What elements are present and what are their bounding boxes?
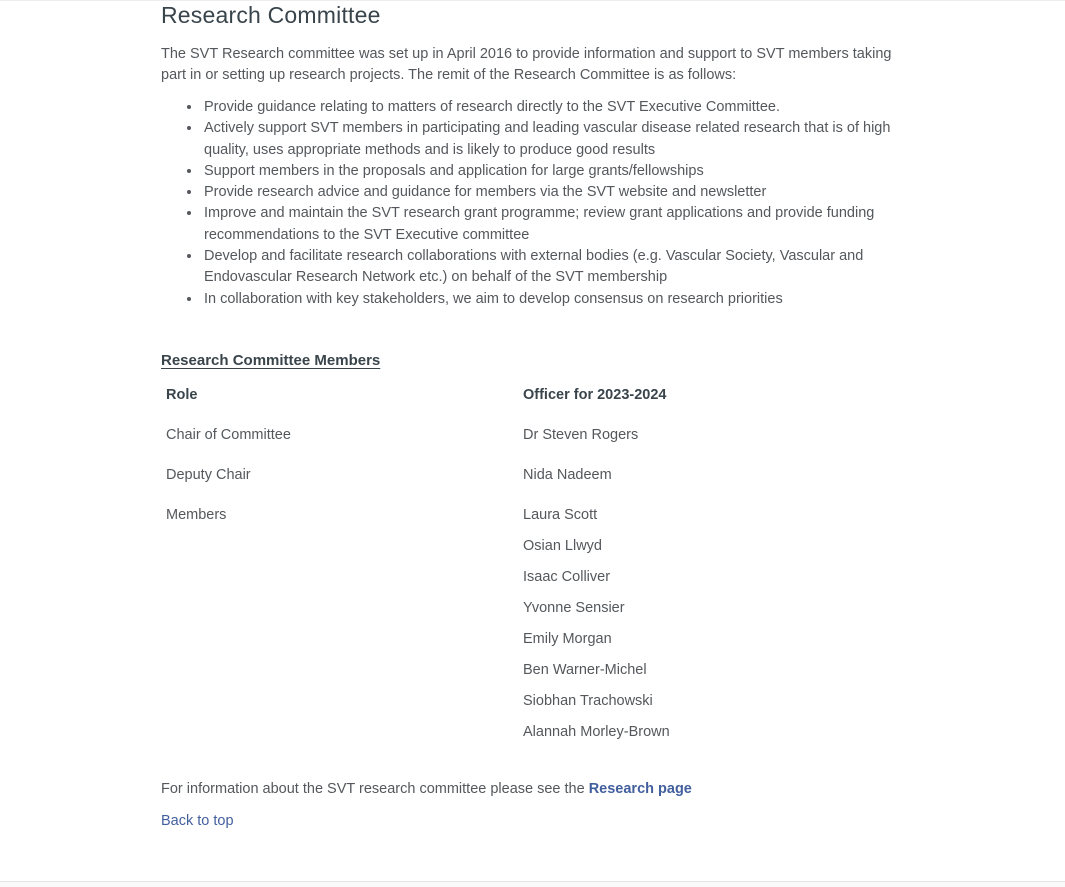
footer-note: [161, 782, 907, 797]
officer-cell: [518, 508, 907, 740]
officer-name: Nida Nadeem: [523, 466, 612, 483]
footer-note-text: For information about the SVT research committee please see the: [161, 780, 589, 797]
bottom-border-strip: [0, 881, 1065, 887]
remit-item: • Develop and facilitate research collaborations with external bodies (e.g. Vascular Society, Vascular and Endovascular Research Network etc.) on behalf of the SVT membership: [202, 246, 907, 289]
table-row-members: [161, 508, 907, 740]
page-title: Research Committee: [161, 2, 381, 28]
officer-cell: [518, 468, 907, 483]
officer-name: Isaac Colliver: [523, 568, 611, 585]
main-content: [161, 0, 907, 830]
remit-item: • Provide research advice and guidance for members via the SVT website and newsletter: [202, 182, 907, 203]
remit-list: [161, 97, 907, 310]
table-header-row: [161, 388, 907, 403]
officer-name: Ben Warner-Michel: [523, 661, 647, 678]
officer-name: Siobhan Trachowski: [523, 692, 653, 709]
remit-item: • Support members in the proposals and application for large grants/fellowships: [202, 161, 907, 182]
role-cell: Chair of Committee: [166, 426, 291, 443]
remit-item: • Provide guidance relating to matters of research directly to the SVT Executive Committee.: [202, 97, 907, 118]
officer-name: Yvonne Sensier: [523, 599, 625, 616]
intro-paragraph: The SVT Research committee was set up in April 2016 to provide information and support to SVT members taking part in or setting up research projects. The remit of the Research Committee is as follows:: [161, 46, 892, 83]
remit-item: • Improve and maintain the SVT research grant programme; review grant applications and provide funding recommendations to the SVT Executive committee: [202, 203, 907, 246]
remit-item: • In collaboration with key stakeholders, we aim to develop consensus on research priorities: [202, 289, 907, 310]
back-to-top-link[interactable]: Back to top: [161, 812, 234, 829]
committee-members-table: [161, 388, 907, 740]
members-section-heading: Research Committee Members: [161, 351, 381, 369]
role-cell: Members: [166, 506, 227, 523]
officer-name: Emily Morgan: [523, 630, 612, 647]
table-header-officer: Officer for 2023-2024: [523, 386, 667, 403]
officer-name: Dr Steven Rogers: [523, 426, 639, 443]
table-header-role: Role: [166, 386, 198, 403]
remit-item: • Actively support SVT members in participating and leading vascular disease related research that is of high quality, uses appropriate methods and is likely to produce good results: [202, 118, 907, 161]
officer-name: Laura Scott: [523, 506, 598, 523]
role-cell: Deputy Chair: [166, 466, 251, 483]
officer-name: Osian Llwyd: [523, 537, 602, 554]
officer-cell: [518, 428, 907, 443]
officer-name: Alannah Morley-Brown: [523, 723, 670, 740]
table-row-chair: [161, 428, 907, 443]
table-row-deputy-chair: [161, 468, 907, 483]
research-page-link[interactable]: Research page: [588, 780, 692, 797]
